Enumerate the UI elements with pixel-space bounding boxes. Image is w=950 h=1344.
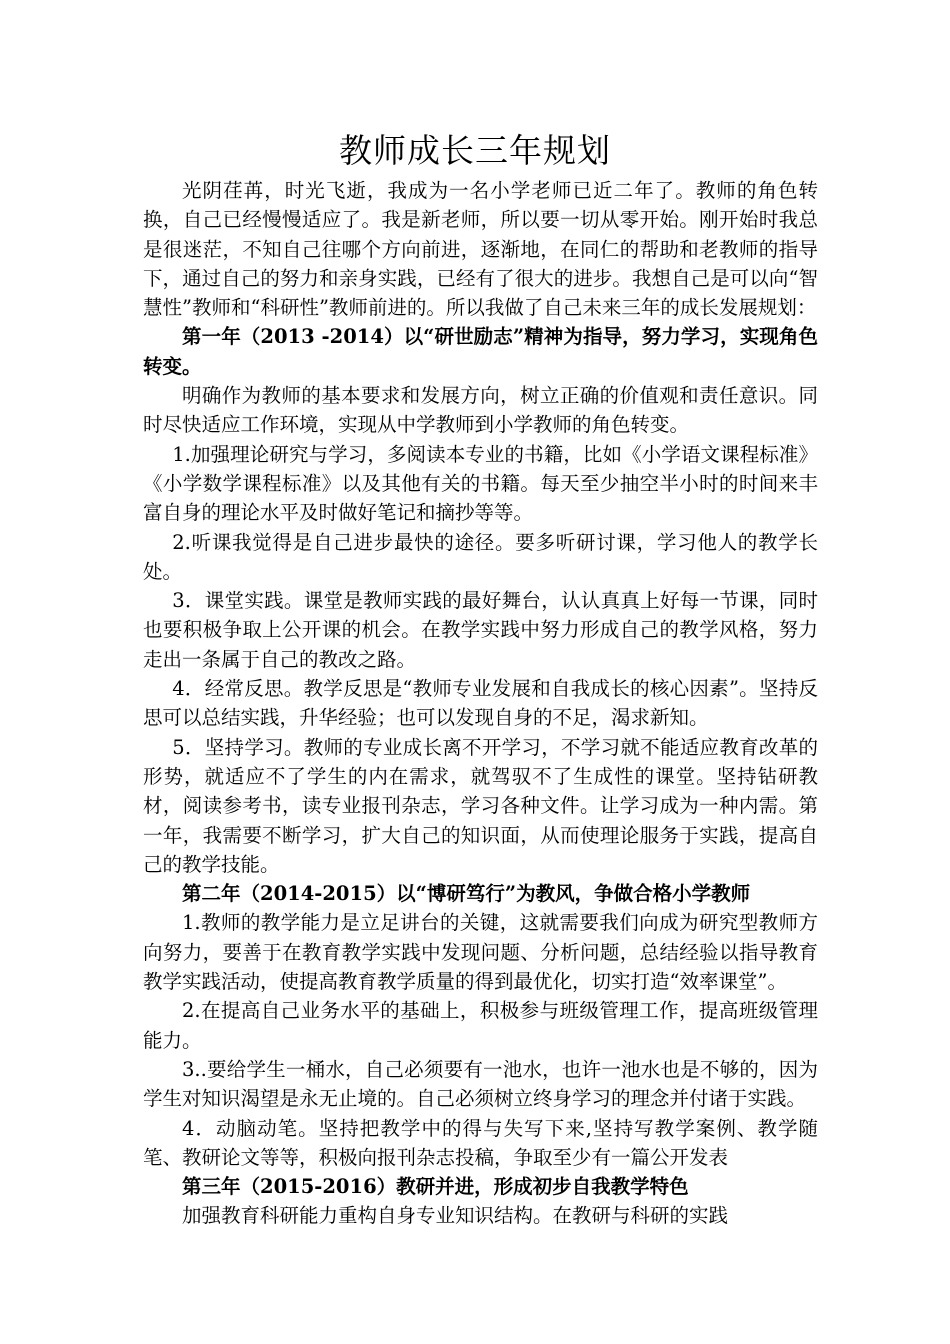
year-one-item-3: 3．课堂实践。课堂是教师实践的最好舞台，认认真真上好每一节课，同时也要积极争取上公开课的机会。在教学实践中努力形成自己的教学风格，努力走出一条属于自己的教改之路。 <box>143 589 818 671</box>
year-three-paragraph: 加强教育科研能力重构自身专业知识结构。在教研与科研的实践 <box>182 1204 729 1228</box>
year-two-heading: 第二年（2014-2015）以“博研笃行”为教风，争做合格小学教师 <box>182 882 751 906</box>
year-one-item-5: 5．坚持学习。教师的专业成长离不开学习，不学习就不能适应教育改革的形势，就适应不了学生的内在需求，就驾驭不了生成性的课堂。坚持钻研教材，阅读参考书，读专业报刊杂志，学习各种文件。让学习成为一种内需。第一年，我需要不断学习，扩大自己的知识面，从而使理论服务于实践，提高自己的教学技能。 <box>143 735 818 876</box>
intro-paragraph: 光阴荏苒，时光飞逝，我成为一名小学老师已近二年了。教师的角色转换，自己已经慢慢适应了。我是新老师，所以要一切从零开始。刚开始时我总是很迷茫，不知自己往哪个方向前进，逐渐地，在同仁的帮助和老教师的指导下，通过自己的努力和亲身实践，已经有了很大的进步。我想自己是可以向“智慧性”教师和“科研性”教师前进的。所以我做了自己未来三年的成长发展规划： <box>143 179 818 320</box>
year-three-heading: 第三年（2015-2016）教研并进，形成初步自我教学特色 <box>182 1175 689 1199</box>
year-two-item-2: 2.在提高自己业务水平的基础上，积极参与班级管理工作，提高班级管理能力。 <box>143 999 818 1052</box>
year-two-item-3: 3..要给学生一桶水，自己必须要有一池水，也许一池水也是不够的，因为学生对知识渴望是永无止境的。自己必须树立终身学习的理念并付诸于实践。 <box>143 1057 818 1111</box>
year-two-item-1: 1.教师的教学能力是立足讲台的关键，这就需要我们向成为研究型教师方向努力，要善于在教育教学实践中发现问题、分析问题，总结经验以指导教育教学实践活动，使提高教育教学质量的得到最优化，切实打造“效率课堂”。 <box>143 911 818 994</box>
year-one-item-4: 4．经常反思。教学反思是“教师专业发展和自我成长的核心因素”。坚持反思可以总结实践，升华经验；也可以发现自身的不足，渴求新知。 <box>143 677 818 730</box>
document-title: 教师成长三年规划 <box>339 131 611 170</box>
year-one-summary: 明确作为教师的基本要求和发展方向，树立正确的价值观和责任意识。同时尽快适应工作环境，实现从中学教师到小学教师的角色转变。 <box>143 384 818 437</box>
year-one-heading: 第一年（2013 -2014）以“研世励志”精神为指导，努力学习，实现角色转变。 <box>143 325 818 378</box>
document-body <box>143 176 818 1231</box>
year-two-item-4: 4．动脑动笔。坚持把教学中的得与失写下来,坚持写教学案例、教学随笔、教研论文等等，积极向报刊杂志投稿，争取至少有一篇公开发表 <box>143 1116 818 1169</box>
year-one-item-1: 1.加强理论研究与学习，多阅读本专业的书籍，比如《小学语文课程标准》《小学数学课程标准》以及其他有关的书籍。每天至少抽空半小时的时间来丰富自身的理论水平及时做好笔记和摘抄等等。 <box>143 442 818 525</box>
year-one-item-2: 2.听课我觉得是自己进步最快的途径。要多听研讨课，学习他人的教学长处。 <box>143 530 818 583</box>
